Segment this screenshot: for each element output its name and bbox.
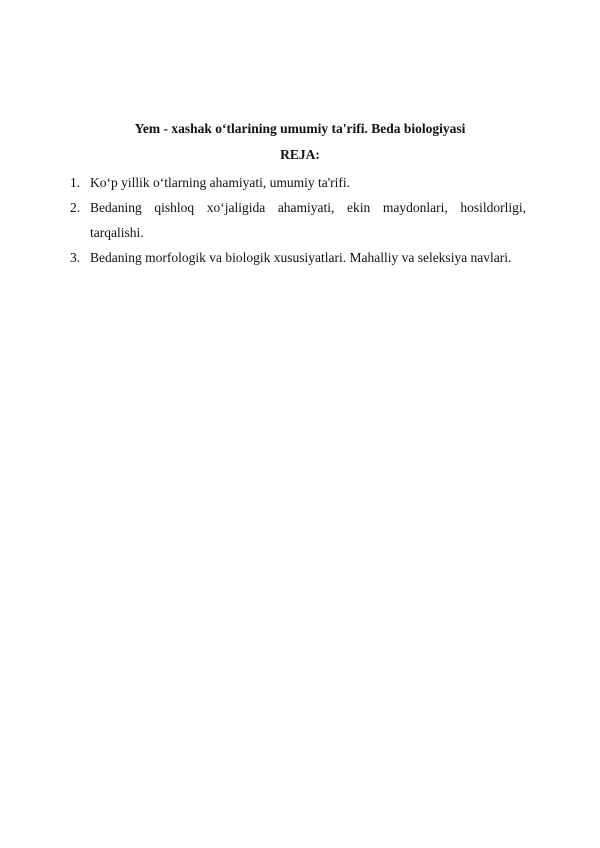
plan-item-3 bbox=[70, 245, 526, 270]
plan-item-1 bbox=[70, 170, 526, 195]
plan-item-text: Ko‘p yillik o‘tlarning ahamiyati, umumiy ta'rifi. bbox=[90, 175, 351, 190]
plan-item-text: Bedaning morfologik va biologik xususiyatlari. Mahalliy va seleksiya navlari. bbox=[90, 250, 512, 265]
plan-item-number: 2. bbox=[70, 200, 81, 215]
document-title: Yem - xashak o‘tlarining umumiy ta'rifi. Beda biologiyasi bbox=[134, 121, 466, 136]
plan-item-2 bbox=[70, 195, 526, 245]
plan-heading: REJA: bbox=[280, 147, 320, 162]
plan-item-text: Bedaning qishloq xo‘jaligida ahamiyati, ekin maydonlari, hosildorligi, tarqalishi. bbox=[90, 200, 526, 240]
plan-list bbox=[70, 170, 526, 270]
plan-item-number: 3. bbox=[70, 250, 81, 265]
plan-item-number: 1. bbox=[70, 175, 81, 190]
